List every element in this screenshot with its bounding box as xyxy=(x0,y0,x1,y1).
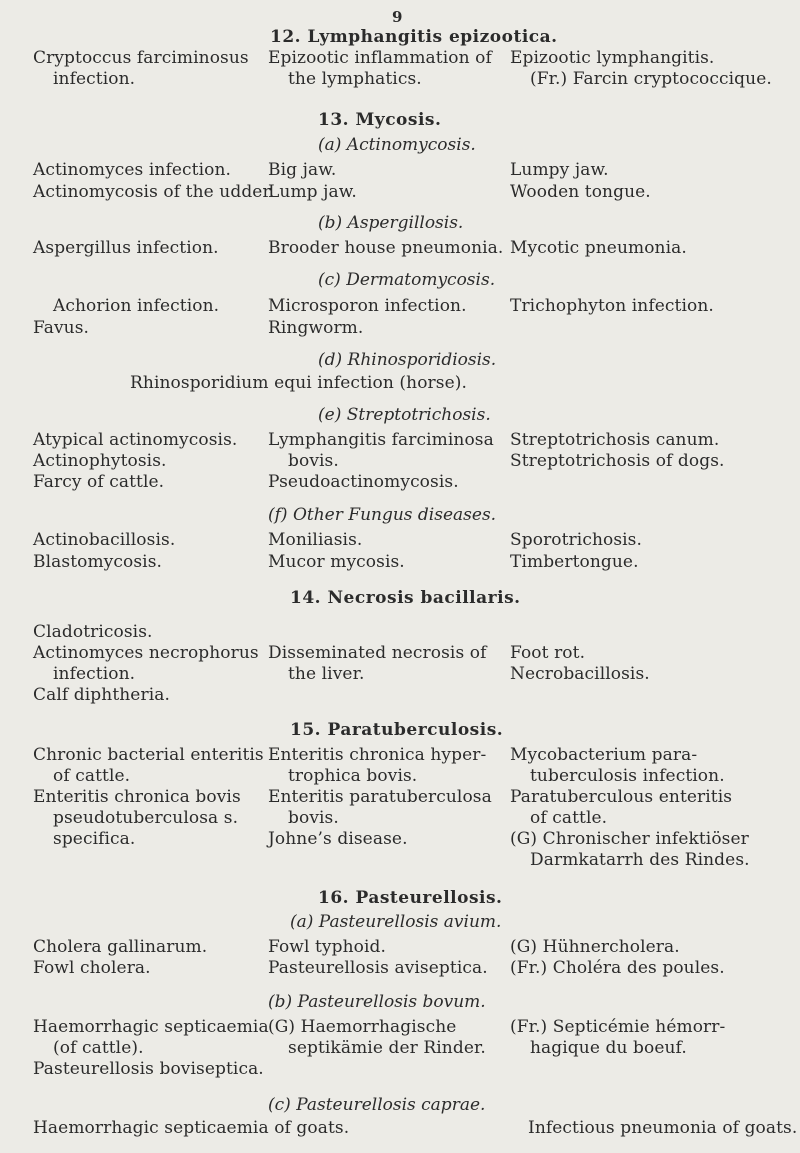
term-col1: Chronic bacterial enteritis xyxy=(33,745,264,765)
term-col3: Paratuberculous enteritis xyxy=(510,787,733,807)
term-col2: (G) Haemorrhagische xyxy=(268,1017,457,1037)
term-col2: trophica bovis. xyxy=(288,766,418,786)
subsection-heading: (b) Pasteurellosis bovum. xyxy=(268,992,486,1012)
term-col2: Lymphangitis farciminosa xyxy=(268,430,494,450)
term-line: Rhinosporidium equi infection (horse). xyxy=(130,373,467,393)
term-col3: Streptotrichosis canum. xyxy=(510,430,720,450)
term-col3: Darmkatarrh des Rindes. xyxy=(530,850,750,870)
term-col2: Pseudoactinomycosis. xyxy=(268,472,459,492)
term-col2: Pasteurellosis aviseptica. xyxy=(268,958,488,978)
section-heading: 16. Pasteurellosis. xyxy=(318,888,503,908)
term-col1: Cladotricosis. xyxy=(33,622,153,642)
term-col2: Microsporon infection. xyxy=(268,296,467,316)
subsection-heading: (a) Actinomycosis. xyxy=(318,135,476,155)
term-col3: Necrobacillosis. xyxy=(510,664,650,684)
term-col2: Ringworm. xyxy=(268,318,364,338)
section-heading: 14. Necrosis bacillaris. xyxy=(290,588,521,608)
subsection-heading: (c) Pasteurellosis caprae. xyxy=(268,1095,486,1115)
term-col1: Fowl cholera. xyxy=(33,958,151,978)
term-col1: Favus. xyxy=(33,318,90,338)
term-col1: Actinomyces necrophorus xyxy=(33,643,259,663)
term-col3: Epizootic lymphangitis. xyxy=(510,48,715,68)
subsection-heading: (e) Streptotrichosis. xyxy=(318,405,491,425)
term-col2: septikämie der Rinder. xyxy=(288,1038,486,1058)
section-heading: 15. Paratuberculosis. xyxy=(290,720,504,740)
term-col3: Wooden tongue. xyxy=(510,182,651,202)
term-col1: Calf diphtheria. xyxy=(33,685,170,705)
term-col3: Lumpy jaw. xyxy=(510,160,609,180)
section-heading: 13. Mycosis. xyxy=(318,110,442,130)
term-col2: Moniliasis. xyxy=(268,530,363,550)
term-col3: Sporotrichosis. xyxy=(510,530,643,550)
term-col1: Achorion infection. xyxy=(53,296,220,316)
term-col3: of cattle. xyxy=(530,808,608,828)
subsection-heading: (c) Dermatomycosis. xyxy=(318,270,496,290)
section-heading: 12. Lymphangitis epizootica. xyxy=(270,27,558,47)
term-col1: infection. xyxy=(53,69,136,89)
term-col1: Atypical actinomycosis. xyxy=(33,430,238,450)
term-col2: bovis. xyxy=(288,451,339,471)
term-col3: Streptotrichosis of dogs. xyxy=(510,451,725,471)
term-col1: Pasteurellosis boviseptica. xyxy=(33,1059,264,1079)
term-col1: Cryptoccus farciminosus xyxy=(33,48,249,68)
term-col3: (G) Chronischer infektiöser xyxy=(510,829,749,849)
term-col1: Enteritis chronica bovis xyxy=(33,787,241,807)
term-col3: (Fr.) Farcin cryptococcique. xyxy=(530,69,772,89)
term-col3: Mycobacterium para- xyxy=(510,745,698,765)
term-col3: Foot rot. xyxy=(510,643,586,663)
term-col1: Actinomycosis of the udder. xyxy=(33,182,275,202)
term-col1: Blastomycosis. xyxy=(33,552,163,572)
term-col2: Brooder house pneumonia. xyxy=(268,238,504,258)
term-col1: Cholera gallinarum. xyxy=(33,937,208,957)
term-col2: Disseminated necrosis of xyxy=(268,643,487,663)
term-col3: (G) Hühnercholera. xyxy=(510,937,680,957)
term-col3: tuberculosis infection. xyxy=(530,766,725,786)
term-col3: Mycotic pneumonia. xyxy=(510,238,687,258)
subsection-heading: (a) Pasteurellosis avium. xyxy=(290,912,502,932)
term-col1: Haemorrhagic septicaemia xyxy=(33,1017,269,1037)
term-col3: Trichophyton infection. xyxy=(510,296,714,316)
term-col1: Actinomyces infection. xyxy=(33,160,231,180)
term-col1: of cattle. xyxy=(53,766,131,786)
term-col2: Enteritis chronica hyper- xyxy=(268,745,487,765)
term-col3: hagique du boeuf. xyxy=(530,1038,687,1058)
term-col2: the liver. xyxy=(288,664,365,684)
subsection-heading: (b) Aspergillosis. xyxy=(318,213,464,233)
term-col1: (of cattle). xyxy=(53,1038,144,1058)
term-col2: the lymphatics. xyxy=(288,69,422,89)
term-col3: (Fr.) Septicémie hémorr- xyxy=(510,1017,726,1037)
term-col3: Infectious pneumonia of goats. xyxy=(528,1118,798,1138)
term-col2: Big jaw. xyxy=(268,160,337,180)
term-col2: Mucor mycosis. xyxy=(268,552,405,572)
subsection-heading: (d) Rhinosporidiosis. xyxy=(318,350,497,370)
term-col1: specifica. xyxy=(53,829,136,849)
term-col2: Epizootic inflammation of xyxy=(268,48,492,68)
term-col1: Actinophytosis. xyxy=(33,451,167,471)
term-col1: Aspergillus infection. xyxy=(33,238,219,258)
subsection-heading: (f) Other Fungus diseases. xyxy=(268,505,497,525)
term-col1: pseudotuberculosa s. xyxy=(53,808,239,828)
term-col1: Haemorrhagic septicaemia of goats. xyxy=(33,1118,350,1138)
term-col1: Actinobacillosis. xyxy=(33,530,176,550)
term-col3: (Fr.) Choléra des poules. xyxy=(510,958,725,978)
term-col2: bovis. xyxy=(288,808,339,828)
term-col2: Lump jaw. xyxy=(268,182,357,202)
page-number: 9 xyxy=(392,8,403,26)
term-col1: infection. xyxy=(53,664,136,684)
term-col1: Farcy of cattle. xyxy=(33,472,165,492)
term-col2: Enteritis paratuberculosa xyxy=(268,787,492,807)
term-col3: Timbertongue. xyxy=(510,552,639,572)
term-col2: Johne’s disease. xyxy=(268,829,408,849)
term-col2: Fowl typhoid. xyxy=(268,937,387,957)
